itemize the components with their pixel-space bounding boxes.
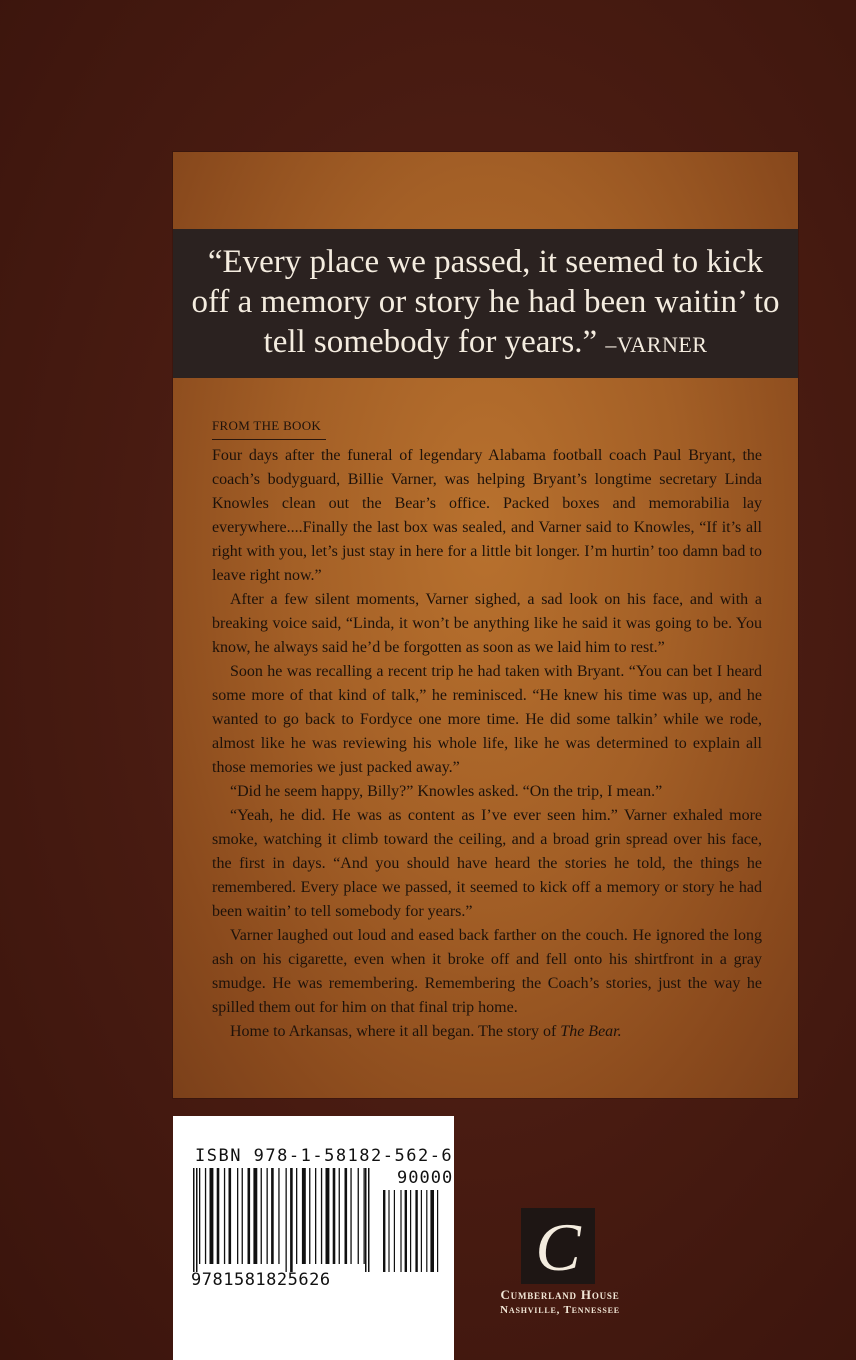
barcode-bar <box>368 1168 370 1272</box>
barcode-bar <box>302 1168 306 1264</box>
cumberland-c-icon <box>521 1208 595 1284</box>
excerpt-paragraph: Soon he was recalling a recent trip he had taken with Bryant. “You can bet I heard some more of that kind of talk,” he reminisced. “He knew his time was up, and he wanted to go back to Fordyce one more time. He did some talkin’ while we rode, almost like he was reviewing his whole life, like he was determined to explain all those memories we just packed away.” <box>212 663 762 776</box>
barcode-bar <box>205 1168 206 1264</box>
pull-quote-band <box>173 229 798 378</box>
ean-left-group: 781581 <box>201 1270 267 1290</box>
logo-letter: C <box>535 1209 581 1284</box>
ean-first-digit: 9 <box>191 1270 202 1290</box>
barcode-bar <box>326 1168 330 1264</box>
barcode-bar <box>358 1168 359 1264</box>
barcode-bar <box>364 1168 365 1264</box>
barcode-bar <box>261 1168 262 1264</box>
barcode-bar <box>388 1190 389 1272</box>
barcode-bar <box>237 1168 238 1264</box>
barcode-bar <box>210 1168 214 1264</box>
barcode-bar <box>394 1190 395 1272</box>
barcode-bar <box>315 1168 316 1264</box>
barcode-bar <box>217 1168 220 1264</box>
barcode-bar <box>437 1190 438 1272</box>
barcode-bar <box>271 1168 274 1264</box>
isbn-label: ISBN 978-1-58182-562-6 <box>195 1146 454 1166</box>
barcode-bar <box>309 1168 310 1264</box>
final-line-text: Home to Arkansas, where it all began. The story of <box>230 1023 557 1040</box>
excerpt-paragraph: Varner laughed out loud and eased back farther on the couch. He ignored the long ash on his cigarette, even when it broke off and fell onto his shirtfront in a gray smudge. He was remembering. Remembering the Coach’s stories, just the way he spilled them out for him on that final trip home. <box>212 927 762 1016</box>
barcode-bar <box>426 1190 427 1272</box>
barcode-bar <box>296 1168 297 1264</box>
barcode-bar <box>248 1168 251 1264</box>
pull-quote-text: “Every place we passed, it seemed to kick off a memory or story he had been waitin’ to tell somebody for years.” <box>191 244 780 360</box>
barcode-bar <box>421 1190 422 1272</box>
barcode-bar <box>196 1168 198 1272</box>
ean-digits <box>191 1270 331 1290</box>
barcode-bar <box>400 1190 401 1272</box>
barcode-bar <box>229 1168 232 1264</box>
publisher-name: Cumberland House <box>500 1287 620 1302</box>
barcode-bar <box>383 1190 385 1272</box>
barcode-bar <box>339 1168 340 1264</box>
barcode-bar <box>267 1168 268 1264</box>
pull-quote <box>191 242 781 365</box>
barcode-bar <box>199 1168 200 1264</box>
barcode-bar <box>193 1168 195 1272</box>
barcode-bar <box>286 1168 287 1272</box>
barcode-bar <box>345 1168 348 1264</box>
excerpt-final-line <box>212 1020 762 1044</box>
barcode-bar <box>242 1168 243 1264</box>
barcode-box <box>173 1116 454 1360</box>
barcode-bar <box>430 1190 434 1272</box>
barcode-bar <box>253 1168 257 1264</box>
publisher-imprint <box>470 1287 650 1316</box>
price-addon-digits: 90000 <box>397 1168 454 1188</box>
publisher-logo <box>521 1208 595 1284</box>
barcode-bar <box>365 1168 367 1272</box>
ean-right-group: 825626 <box>266 1270 331 1290</box>
book-title: The Bear. <box>560 1023 622 1040</box>
barcode-bar <box>278 1168 279 1264</box>
barcode-bar <box>290 1168 293 1272</box>
excerpt-paragraph: “Yeah, he did. He was as content as I’ve ever seen him.” Varner exhaled more smoke, watching it climb toward the ceiling, and a broad grin spread over his face, the first in days. “And you should have heard the stories he told, the things he remembered. Every place we passed, it seemed to kick off a memory or story he had been waitin’ to tell somebody for years.” <box>212 807 762 920</box>
book-excerpt <box>212 444 762 1044</box>
pull-quote-attribution: –VARNER <box>605 332 708 357</box>
barcode-bar <box>224 1168 225 1264</box>
barcode-bars <box>191 1168 441 1272</box>
barcode-bar <box>350 1168 351 1264</box>
barcode-bar <box>321 1168 322 1264</box>
excerpt-paragraph: After a few silent moments, Varner sighed, a sad look on his face, and with a breaking voice said, “Linda, it won’t be anything like he said it was going to be. You know, he always said he’d be forgotten as soon as we laid him to rest.” <box>212 591 762 656</box>
barcode-bar <box>405 1190 407 1272</box>
barcode-bar <box>415 1190 417 1272</box>
publisher-city: Nashville, Tennessee <box>500 1304 620 1316</box>
excerpt-paragraph: Four days after the funeral of legendary Alabama football coach Paul Bryant, the coach’s bodyguard, Billie Varner, was helping Bryant’s longtime secretary Linda Knowles clean out the Bear’s office. Packed boxes and memorabilia lay everywhere....Finally the last box was sealed, and Varner said to Knowles, “If it’s all right with you, let’s just stay in here for a little bit longer. I’m hurtin’ too damn bad to leave right now.” <box>212 447 762 584</box>
barcode-bar <box>410 1190 411 1272</box>
barcode-bar <box>333 1168 336 1264</box>
excerpt-paragraph: “Did he seem happy, Billy?” Knowles asked. “On the trip, I mean.” <box>230 783 663 800</box>
section-label: FROM THE BOOK <box>212 418 326 440</box>
